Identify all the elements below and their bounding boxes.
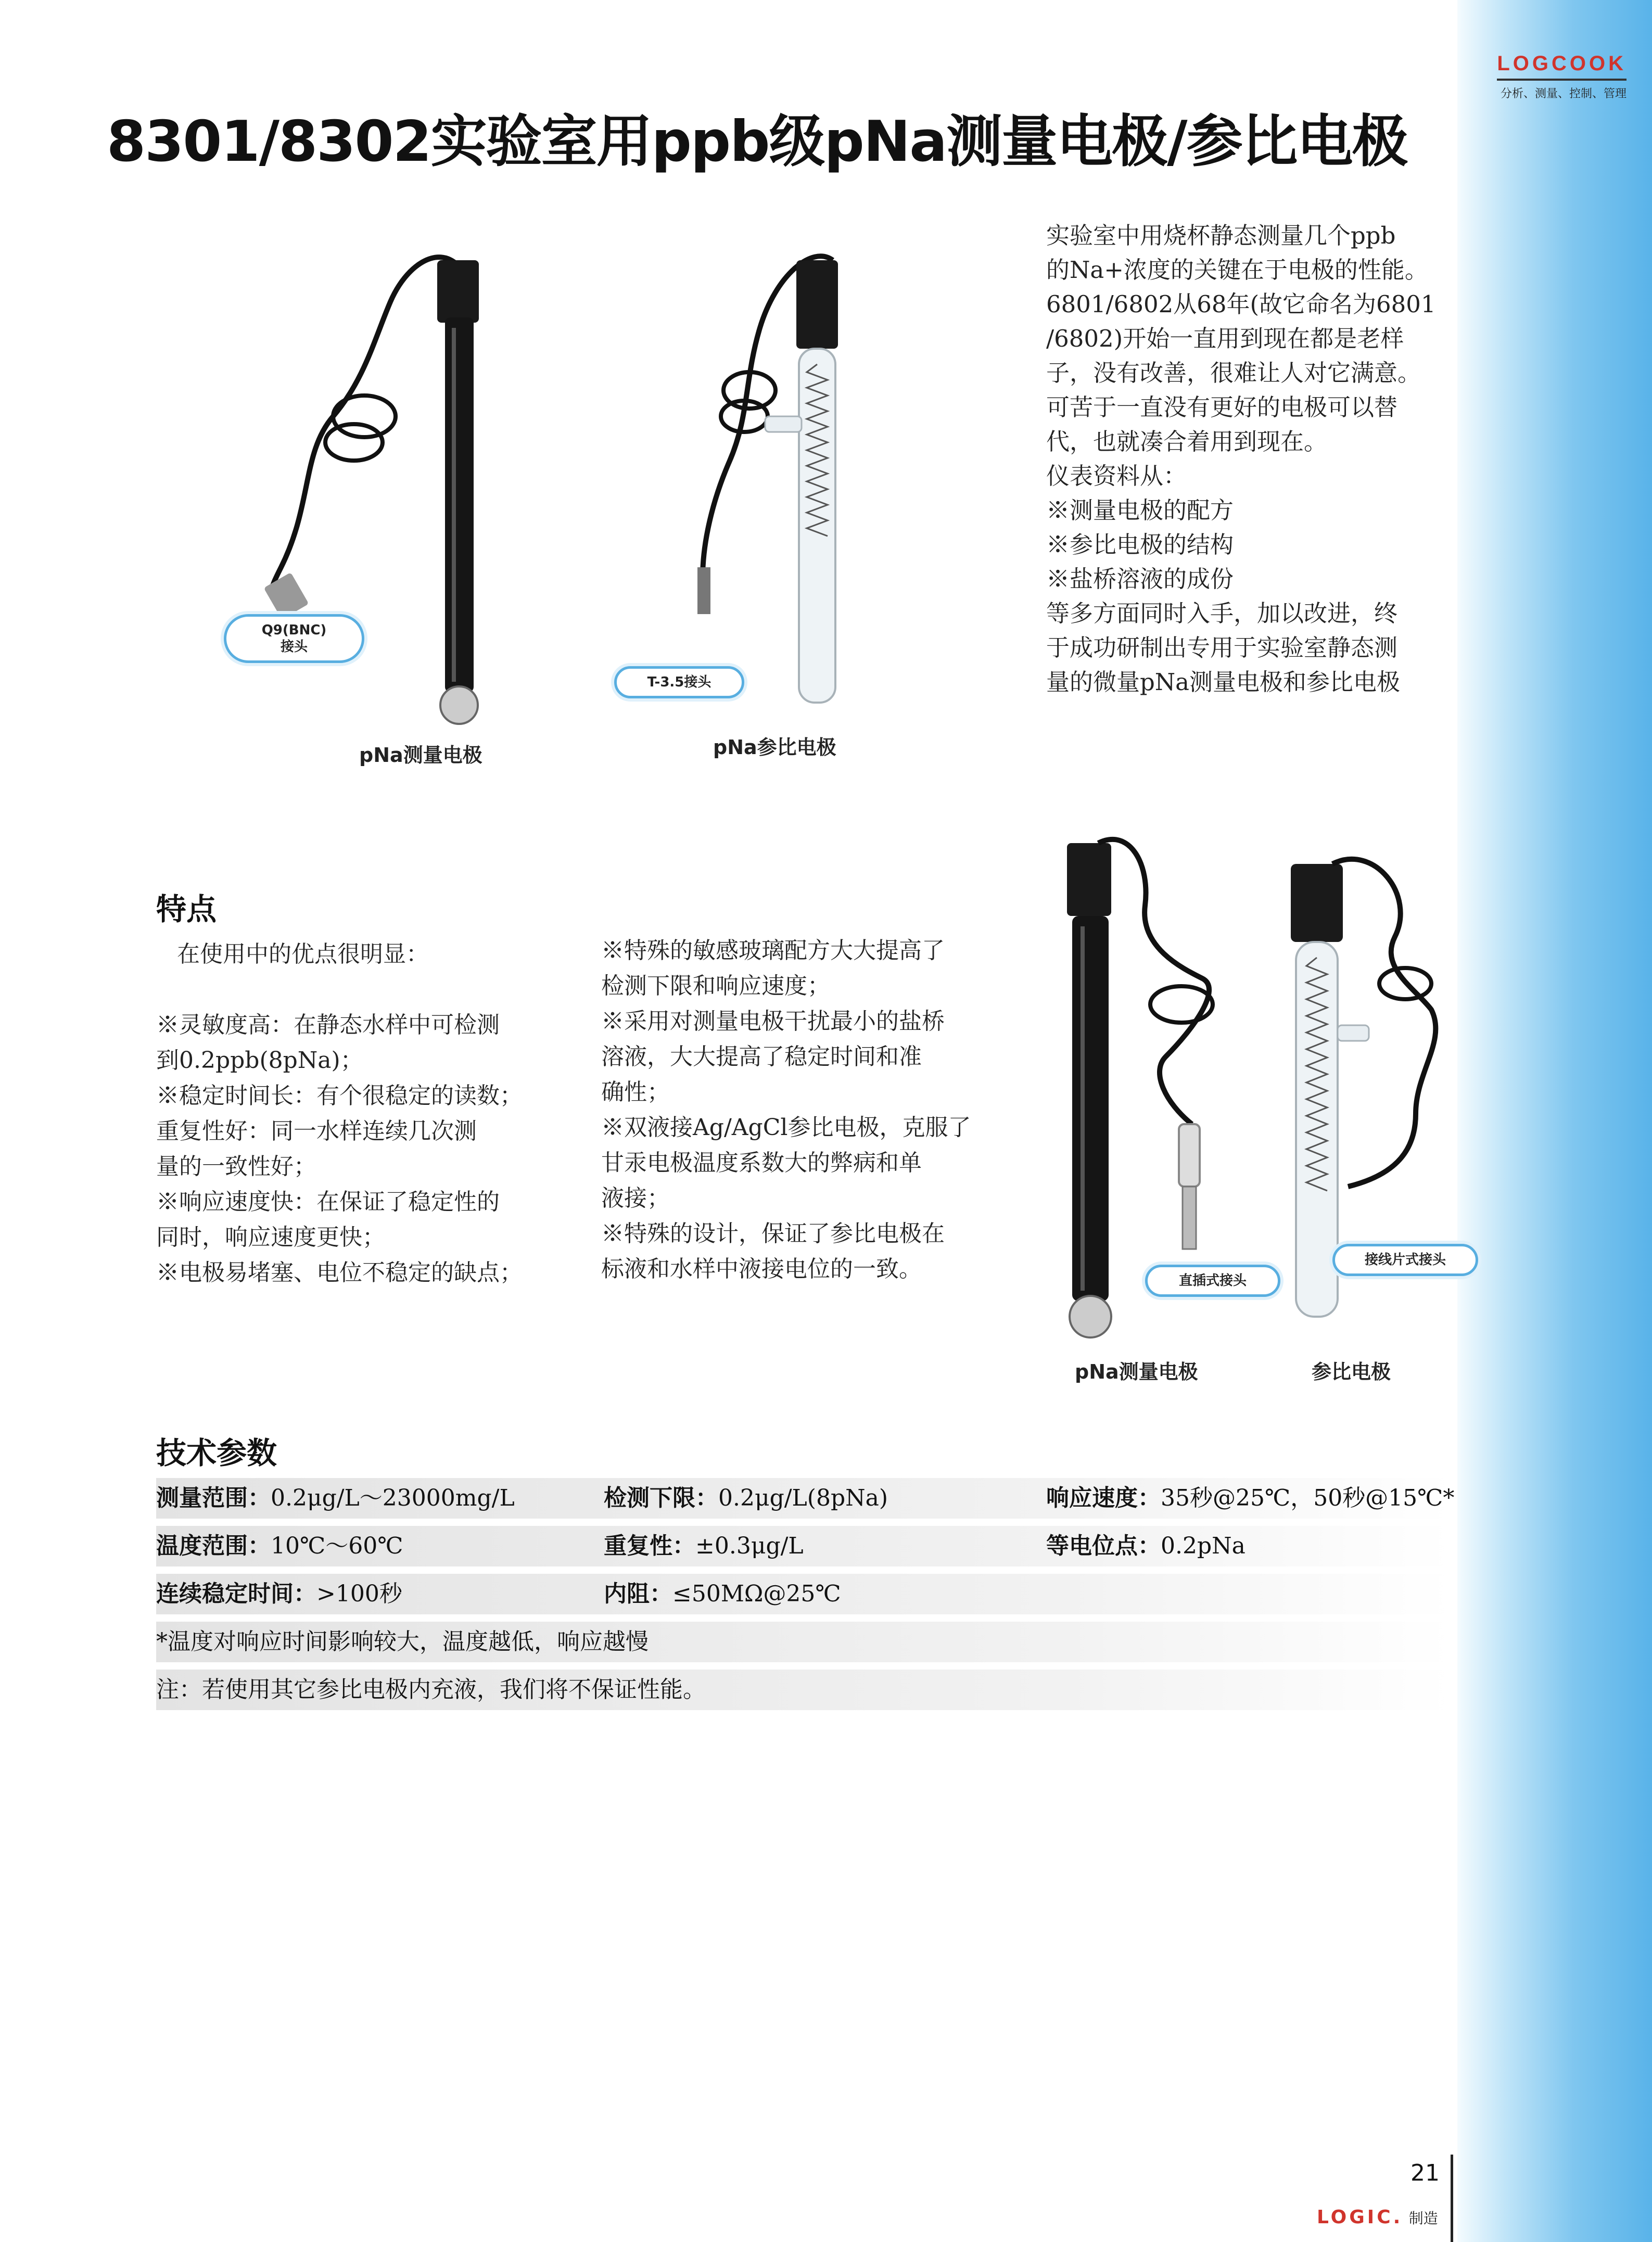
callout-bnc: Q9(BNC) 接头 — [224, 614, 364, 663]
spec-isopotential: 等电位点：0.2pNa — [1046, 1533, 1246, 1559]
sidebar-gradient — [1457, 0, 1652, 2242]
brand-logo: LOGCOOK — [1497, 52, 1626, 81]
spec-row — [156, 1478, 1455, 1519]
brand-block — [1455, 52, 1626, 101]
features-col-2: ※特殊的敏感玻璃配方大大提高了 检测下限和响应速度； ※采用对测量电极干扰最小的盐桥 溶液，大大提高了稳定时间和准 确性； ※双液接Ag/AgCl参比电极，克服了 甘汞电极温度系数大的弊病和单 液接； ※特殊的设计，保证了参比电极在 标液和水样中液接电位的一致。 — [601, 937, 971, 1282]
caption-ref-mid: 参比电极 — [1312, 1360, 1391, 1383]
specs-title: 技术参数 — [156, 1435, 277, 1471]
callout-t35: T-3.5接头 — [614, 666, 744, 698]
spec-response-speed: 响应速度：35秒@25℃，50秒@15℃* — [1046, 1485, 1455, 1511]
spec-note-row — [156, 1622, 1452, 1662]
spec-detect-limit: 检测下限：0.2μg/L(8pNa) — [604, 1485, 888, 1511]
spec-resistance: 内阻：≤50MΩ@25℃ — [604, 1581, 841, 1607]
spec-temp-range: 温度范围：10℃～60℃ — [156, 1533, 403, 1559]
caption-measure-mid: pNa测量电极 — [1075, 1360, 1198, 1383]
page-number: 21 — [1410, 2160, 1440, 2186]
footer-made: 制造 — [1408, 2210, 1438, 2227]
ref-electrode-photo — [687, 245, 979, 734]
spec-stable-time: 连续稳定时间：>100秒 — [156, 1581, 402, 1607]
spec-note-row — [156, 1670, 1452, 1710]
spec-row — [156, 1526, 1452, 1566]
features-title: 特点 — [156, 891, 217, 927]
specs-table — [156, 1478, 1455, 1717]
spec-note-1: *温度对响应时间影响较大，温度越低，响应越慢 — [156, 1628, 649, 1655]
features-col-1: 在使用中的优点很明显： ※灵敏度高：在静态水样中可检测 到0.2ppb(8pNa)； ※稳定时间长：有个很稳定的读数； 重复性好：同一水样连续几次测 量的一致性好； ※响应速度快：在保证了稳定性的 同时，响应速度更快； ※电极易堵塞、电位不稳定的缺点； — [156, 941, 523, 1286]
caption-ref-top: pNa参比电极 — [713, 736, 836, 759]
page-divider — [1451, 2155, 1453, 2242]
spec-measure-range: 测量范围：0.2μg/L～23000mg/L — [156, 1485, 515, 1511]
caption-measure-top: pNa测量电极 — [359, 744, 482, 767]
intro-text: 实验室中用烧杯静态测量几个ppb 的Na+浓度的关键在于电极的性能。 6801/6802从68年(故它命名为6801 /6802)开始一直用到现在都是老样 子，没有改善，很难让人对它满意。 可苦于一直没有更好的电极可以替 代，也就凑合着用到现在。 仪表资料从： ※测量电极的配方 ※参比电极的结构 ※盐桥溶液的成份 等多方面同时入手，加以改进，终 于成功研制出专用于实验室静态测 量的微量pNa测量电极和参比电极 — [1046, 222, 1436, 696]
spec-note-2: 注：若使用其它参比电极内充液，我们将不保证性能。 — [156, 1676, 706, 1703]
brand-tagline: 分析、测量、控制、管理 — [1500, 87, 1626, 100]
footer-logo: LOGIC. — [1317, 2207, 1403, 2228]
spec-repeatability: 重复性：±0.3μg/L — [604, 1533, 804, 1559]
callout-direct: 直插式接头 — [1145, 1265, 1280, 1297]
footer-brand — [1317, 2207, 1438, 2228]
callout-lug: 接线片式接头 — [1332, 1244, 1478, 1276]
page-title: 8301/8302实验室用ppb级pNa测量电极/参比电极 — [107, 109, 1407, 174]
spec-row — [156, 1574, 1452, 1614]
